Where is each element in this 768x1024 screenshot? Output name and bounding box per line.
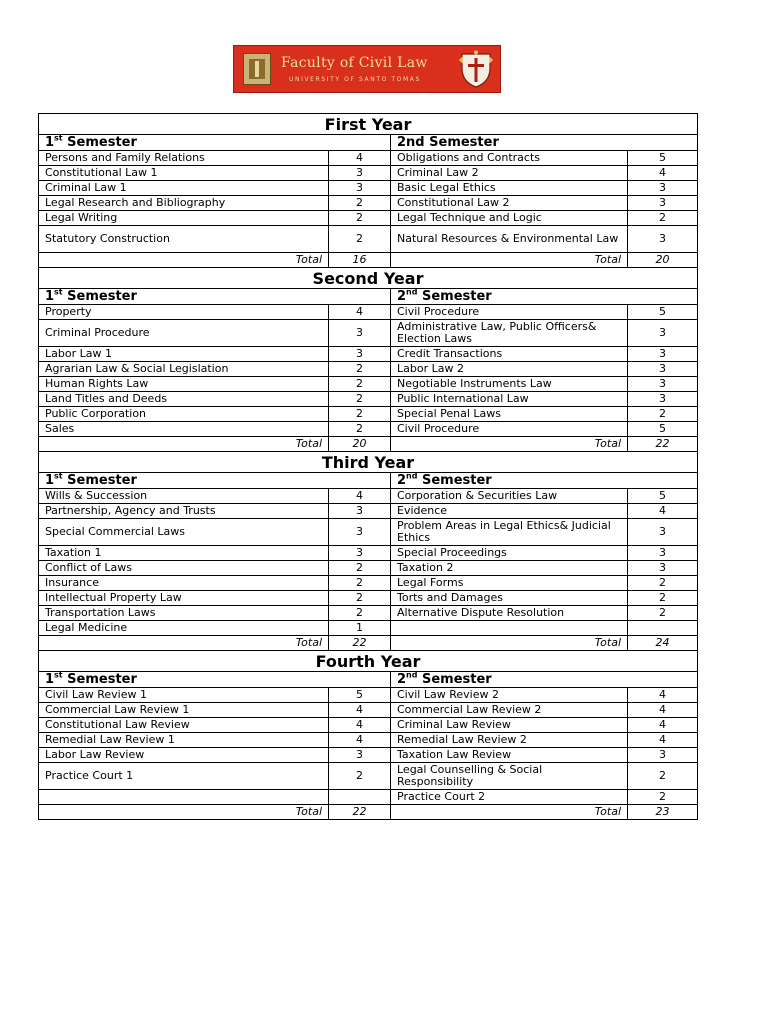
course-name: Civil Law Review 2 [391, 688, 628, 703]
course-units: 3 [628, 181, 698, 196]
total-label: Total [39, 805, 329, 820]
course-row [39, 211, 698, 226]
total-label: Total [39, 636, 329, 651]
course-units: 3 [329, 181, 391, 196]
course-name: Legal Counselling & Social Responsibility [391, 763, 628, 790]
course-units: 2 [329, 763, 391, 790]
course-name: Conflict of Laws [39, 561, 329, 576]
course-units: 2 [329, 407, 391, 422]
total-label: Total [391, 253, 628, 268]
semester-number: 1 [45, 671, 55, 687]
curriculum-table [38, 113, 698, 820]
semester-heading [391, 135, 698, 151]
course-units: 2 [329, 362, 391, 377]
course-units: 3 [329, 748, 391, 763]
course-name: Agrarian Law & Social Legislation [39, 362, 329, 377]
total-row [39, 253, 698, 268]
course-row [39, 226, 698, 253]
semester-number: 1 [45, 134, 55, 150]
course-units: 2 [329, 377, 391, 392]
total-units: 23 [628, 805, 698, 820]
course-row [39, 489, 698, 504]
course-units: 3 [628, 377, 698, 392]
course-name: Practice Court 1 [39, 763, 329, 790]
course-name: Land Titles and Deeds [39, 392, 329, 407]
course-name: Labor Law 2 [391, 362, 628, 377]
course-row [39, 763, 698, 790]
course-name: Constitutional Law 1 [39, 166, 329, 181]
year-heading-row [39, 268, 698, 289]
course-name: Civil Procedure [391, 305, 628, 320]
course-name: Criminal Law 1 [39, 181, 329, 196]
semester-number: 1 [45, 472, 55, 488]
course-units: 4 [329, 305, 391, 320]
course-row [39, 606, 698, 621]
course-units: 5 [628, 422, 698, 437]
course-units: 4 [329, 151, 391, 166]
course-units: 2 [329, 196, 391, 211]
semester-heading [391, 473, 698, 489]
course-name: Insurance [39, 576, 329, 591]
course-units: 3 [628, 748, 698, 763]
course-units: 2 [329, 211, 391, 226]
total-label: Total [391, 636, 628, 651]
course-row [39, 790, 698, 805]
course-units: 4 [628, 718, 698, 733]
course-units: 2 [628, 576, 698, 591]
course-row [39, 320, 698, 347]
course-row [39, 576, 698, 591]
year-heading-row [39, 114, 698, 135]
course-units: 5 [628, 489, 698, 504]
total-units: 16 [329, 253, 391, 268]
course-row [39, 621, 698, 636]
semester-heading [39, 135, 391, 151]
course-units: 2 [628, 591, 698, 606]
course-name: Special Penal Laws [391, 407, 628, 422]
course-name: Special Proceedings [391, 546, 628, 561]
faculty-banner [233, 45, 501, 93]
semester-heading [39, 672, 391, 688]
semester-word: Semester [67, 134, 137, 150]
course-units: 3 [628, 519, 698, 546]
semester-number: 2 [397, 671, 407, 687]
course-units: 2 [329, 392, 391, 407]
course-units [628, 621, 698, 636]
course-name: Public International Law [391, 392, 628, 407]
course-row [39, 305, 698, 320]
banner-subtitle: UNIVERSITY OF SANTO TOMAS [289, 76, 421, 83]
course-units: 3 [628, 347, 698, 362]
course-units: 5 [628, 151, 698, 166]
course-units: 2 [628, 211, 698, 226]
course-units: 2 [628, 407, 698, 422]
course-units: 4 [329, 703, 391, 718]
course-name: Constitutional Law 2 [391, 196, 628, 211]
course-units: 4 [628, 688, 698, 703]
course-name: Legal Writing [39, 211, 329, 226]
course-units: 4 [329, 718, 391, 733]
course-name: Legal Medicine [39, 621, 329, 636]
course-units: 3 [329, 347, 391, 362]
course-units: 3 [628, 392, 698, 407]
course-name: Partnership, Agency and Trusts [39, 504, 329, 519]
year-title: First Year [39, 114, 698, 135]
semester-heading-row [39, 473, 698, 489]
course-units: 4 [628, 504, 698, 519]
total-units: 22 [329, 636, 391, 651]
course-units: 3 [628, 196, 698, 211]
total-units: 22 [628, 437, 698, 452]
semester-heading [391, 672, 698, 688]
course-name [39, 790, 329, 805]
course-name: Torts and Damages [391, 591, 628, 606]
course-row [39, 591, 698, 606]
course-units: 3 [628, 362, 698, 377]
course-units: 2 [329, 576, 391, 591]
semester-word: Semester [67, 472, 137, 488]
course-row [39, 362, 698, 377]
year-heading-row [39, 651, 698, 672]
course-name: Practice Court 2 [391, 790, 628, 805]
course-row [39, 718, 698, 733]
course-units: 3 [329, 546, 391, 561]
semester-ordinal: st [54, 287, 63, 297]
total-row [39, 636, 698, 651]
total-units: 22 [329, 805, 391, 820]
university-seal-icon [459, 50, 493, 88]
course-name: Criminal Law Review [391, 718, 628, 733]
course-name: Corporation & Securities Law [391, 489, 628, 504]
course-name: Transportation Laws [39, 606, 329, 621]
course-name: Criminal Procedure [39, 320, 329, 347]
course-name: Property [39, 305, 329, 320]
course-units: 3 [628, 320, 698, 347]
course-name: Remedial Law Review 2 [391, 733, 628, 748]
semester-ordinal: st [54, 133, 63, 143]
course-units: 5 [329, 688, 391, 703]
course-name: Credit Transactions [391, 347, 628, 362]
semester-heading-row [39, 135, 698, 151]
course-units: 4 [329, 733, 391, 748]
course-row [39, 688, 698, 703]
course-name: Negotiable Instruments Law [391, 377, 628, 392]
semester-heading-row [39, 289, 698, 305]
total-row [39, 805, 698, 820]
banner-title: Faculty of Civil Law [281, 55, 428, 71]
course-units: 2 [628, 606, 698, 621]
course-units: 4 [628, 703, 698, 718]
course-name: Legal Research and Bibliography [39, 196, 329, 211]
semester-word: Semester [429, 134, 499, 150]
course-units: 2 [628, 790, 698, 805]
semester-ordinal: nd [406, 471, 418, 481]
course-units: 3 [329, 504, 391, 519]
course-name: Public Corporation [39, 407, 329, 422]
course-name: Obligations and Contracts [391, 151, 628, 166]
year-title: Fourth Year [39, 651, 698, 672]
course-row [39, 166, 698, 181]
course-units: 3 [329, 166, 391, 181]
course-units: 3 [329, 320, 391, 347]
year-heading-row [39, 452, 698, 473]
course-units: 3 [628, 546, 698, 561]
course-row [39, 181, 698, 196]
total-label: Total [39, 253, 329, 268]
course-units: 4 [329, 489, 391, 504]
total-units: 24 [628, 636, 698, 651]
course-row [39, 519, 698, 546]
year-title: Third Year [39, 452, 698, 473]
course-units [329, 790, 391, 805]
course-row [39, 561, 698, 576]
course-units: 1 [329, 621, 391, 636]
course-row [39, 407, 698, 422]
course-name [391, 621, 628, 636]
course-name: Wills & Succession [39, 489, 329, 504]
semester-heading [39, 473, 391, 489]
total-label: Total [391, 805, 628, 820]
semester-word: Semester [67, 671, 137, 687]
semester-word: Semester [422, 472, 492, 488]
semester-word: Semester [67, 288, 137, 304]
course-name: Taxation 1 [39, 546, 329, 561]
course-units: 3 [329, 519, 391, 546]
course-name: Administrative Law, Public Officers& Election Laws [391, 320, 628, 347]
course-name: Taxation 2 [391, 561, 628, 576]
course-units: 2 [329, 591, 391, 606]
course-name: Remedial Law Review 1 [39, 733, 329, 748]
course-units: 3 [628, 226, 698, 253]
semester-word: Semester [422, 671, 492, 687]
course-row [39, 504, 698, 519]
course-row [39, 422, 698, 437]
course-name: Commercial Law Review 2 [391, 703, 628, 718]
course-name: Constitutional Law Review [39, 718, 329, 733]
course-units: 5 [628, 305, 698, 320]
course-name: Legal Forms [391, 576, 628, 591]
course-units: 2 [329, 422, 391, 437]
course-row [39, 733, 698, 748]
total-units: 20 [329, 437, 391, 452]
course-name: Persons and Family Relations [39, 151, 329, 166]
course-name: Evidence [391, 504, 628, 519]
course-name: Civil Procedure [391, 422, 628, 437]
course-name: Special Commercial Laws [39, 519, 329, 546]
course-name: Sales [39, 422, 329, 437]
course-row [39, 392, 698, 407]
semester-word: Semester [422, 288, 492, 304]
semester-ordinal: nd [406, 287, 418, 297]
course-row [39, 377, 698, 392]
course-row [39, 748, 698, 763]
semester-heading [391, 289, 698, 305]
semester-heading [39, 289, 391, 305]
course-name: Intellectual Property Law [39, 591, 329, 606]
semester-number: 2 [397, 288, 407, 304]
year-title: Second Year [39, 268, 698, 289]
course-name: Natural Resources & Environmental Law [391, 226, 628, 253]
course-name: Labor Law 1 [39, 347, 329, 362]
faculty-crest-icon [243, 53, 271, 85]
semester-ordinal: st [54, 471, 63, 481]
course-name: Human Rights Law [39, 377, 329, 392]
course-row [39, 703, 698, 718]
total-row [39, 437, 698, 452]
course-name: Criminal Law 2 [391, 166, 628, 181]
course-row [39, 151, 698, 166]
semester-ordinal: nd [406, 670, 418, 680]
total-units: 20 [628, 253, 698, 268]
course-name: Statutory Construction [39, 226, 329, 253]
course-units: 4 [628, 166, 698, 181]
course-units: 2 [329, 226, 391, 253]
total-label: Total [39, 437, 329, 452]
semester-ordinal: st [54, 670, 63, 680]
course-row [39, 546, 698, 561]
course-name: Legal Technique and Logic [391, 211, 628, 226]
semester-number: 1 [45, 288, 55, 304]
total-label: Total [391, 437, 628, 452]
course-units: 2 [329, 561, 391, 576]
semester-number: 2 [397, 472, 407, 488]
course-units: 2 [628, 763, 698, 790]
course-name: Labor Law Review [39, 748, 329, 763]
course-units: 3 [628, 561, 698, 576]
course-name: Alternative Dispute Resolution [391, 606, 628, 621]
course-row [39, 347, 698, 362]
course-units: 4 [628, 733, 698, 748]
course-row [39, 196, 698, 211]
course-name: Civil Law Review 1 [39, 688, 329, 703]
course-name: Basic Legal Ethics [391, 181, 628, 196]
course-name: Commercial Law Review 1 [39, 703, 329, 718]
course-units: 2 [329, 606, 391, 621]
course-name: Taxation Law Review [391, 748, 628, 763]
course-name: Problem Areas in Legal Ethics& Judicial Ethics [391, 519, 628, 546]
semester-heading-row [39, 672, 698, 688]
semester-number: 2nd [397, 134, 425, 150]
